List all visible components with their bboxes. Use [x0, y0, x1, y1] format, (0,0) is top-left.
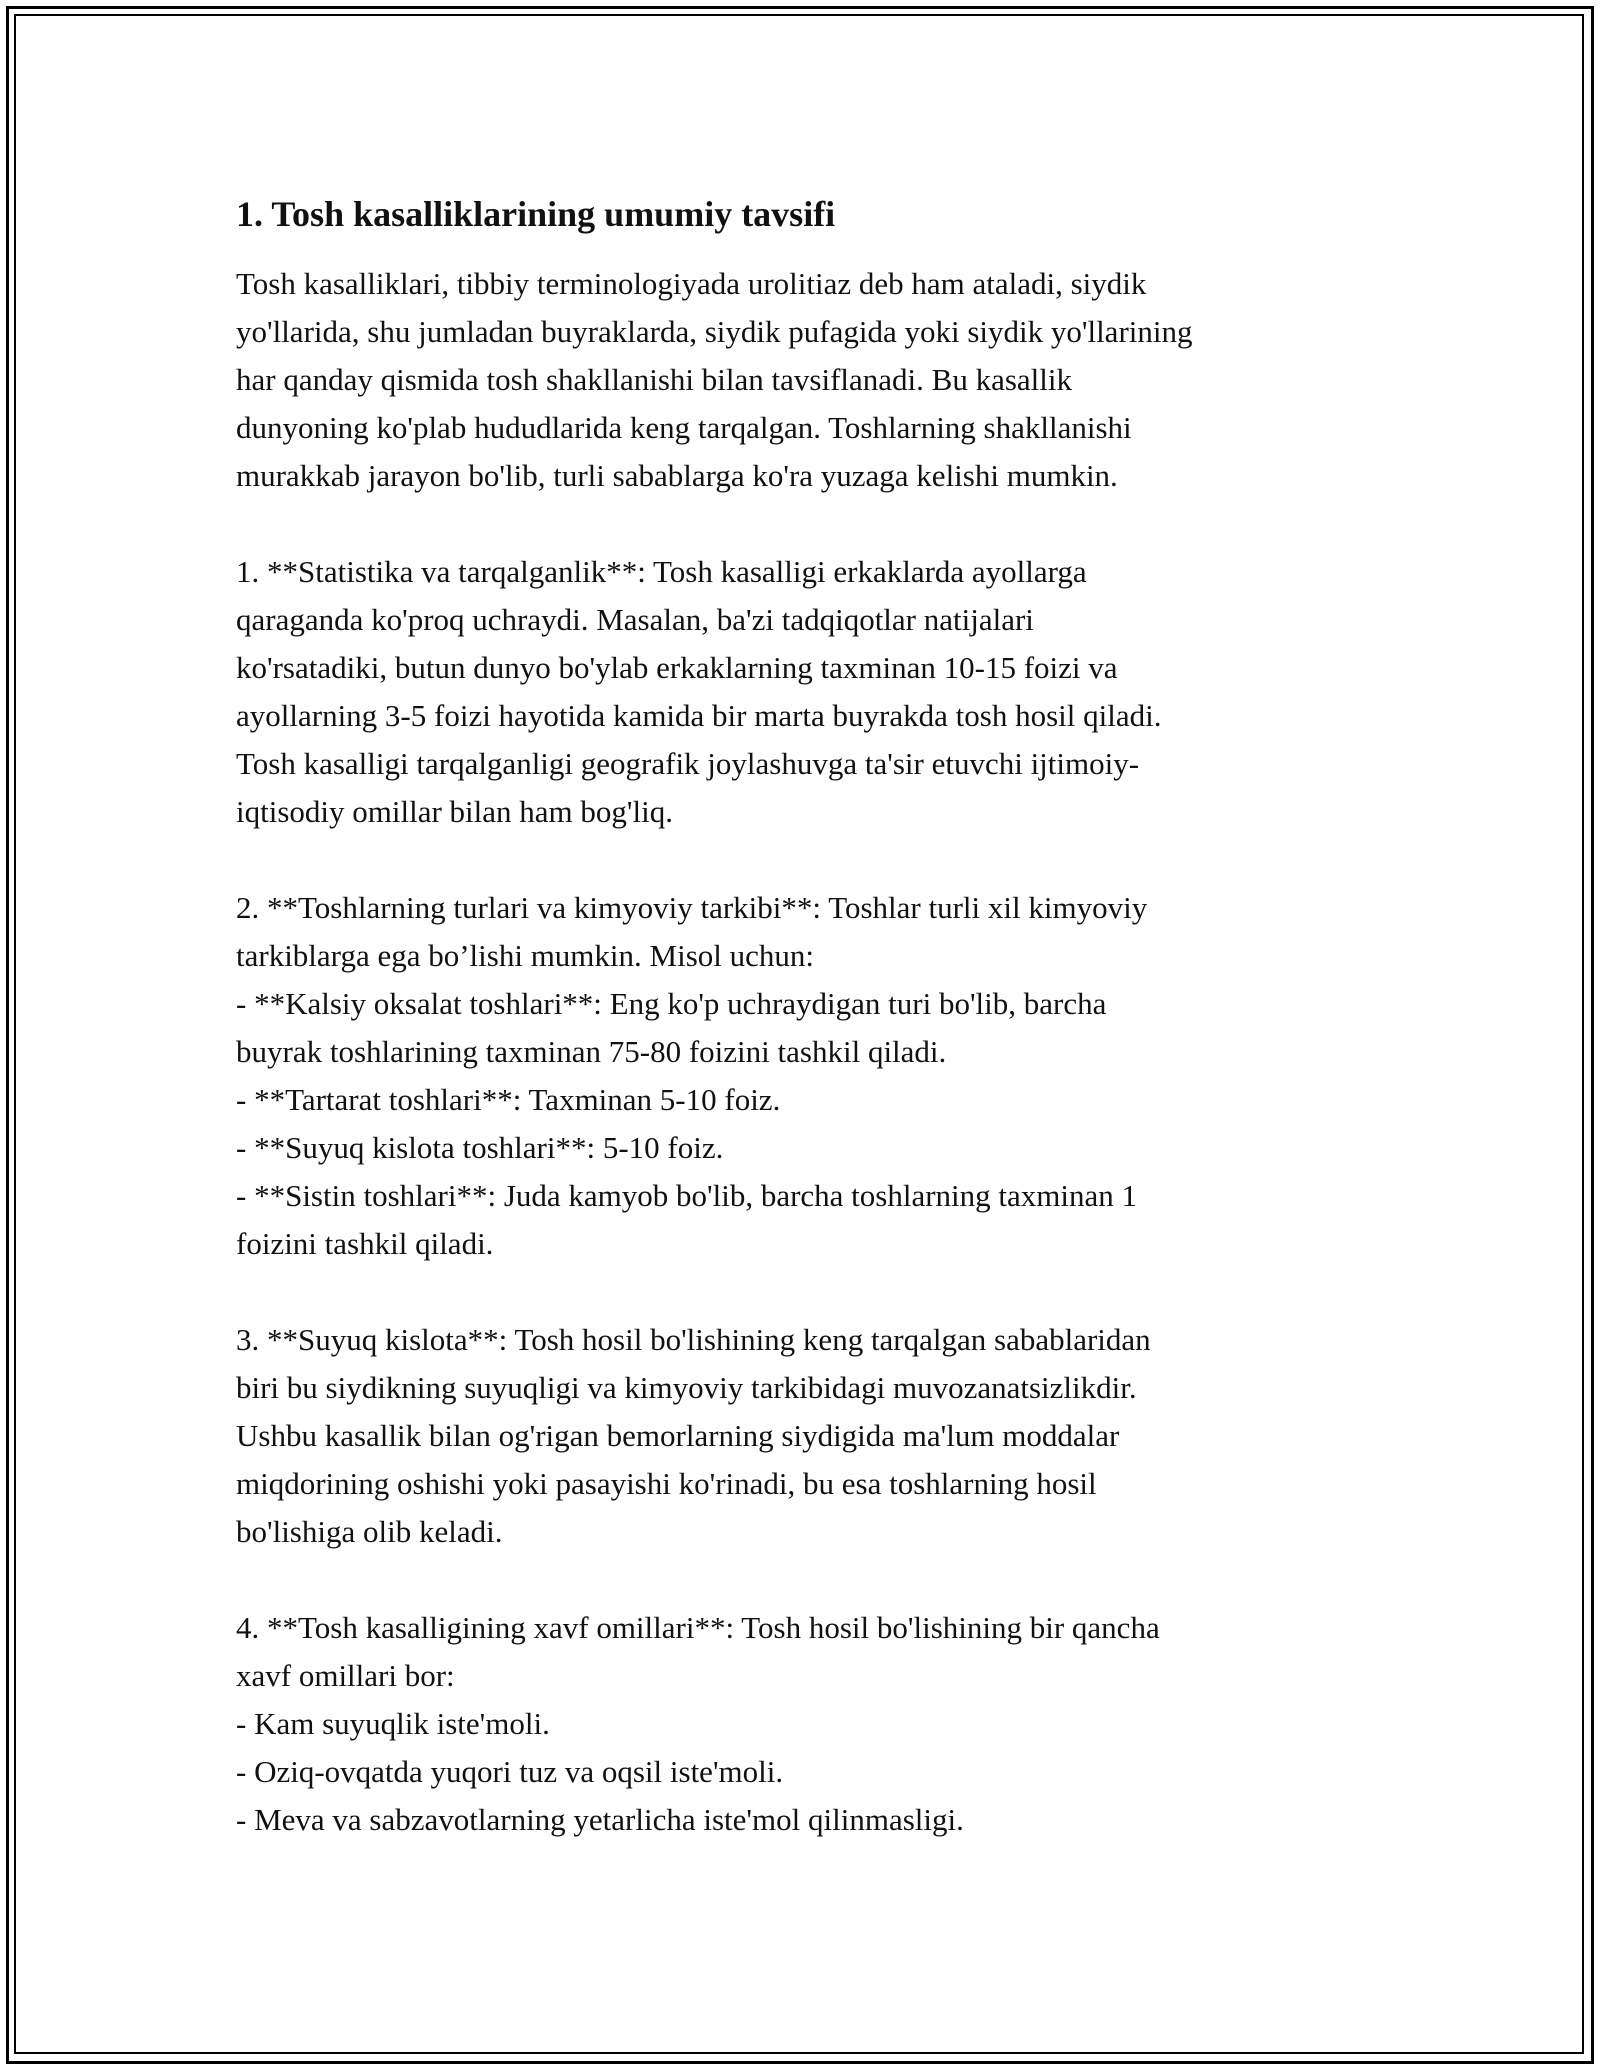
- intro-paragraph: Tosh kasalliklari, tibbiy terminologiyada urolitiaz deb ham ataladi, siydik yo'llarida, shu jumladan buyraklarda, siydik pufagida yoki siydik yo'llarining har qanday qismida tosh shakllanishi bilan tavsiflanadi. Bu kasallik dunyoning ko'plab hududlarida keng tarqalgan. Toshlarning shakllanishi murakkab jarayon bo'lib, turli sabablarga ko'ra yuzaga kelishi mumkin.: [236, 266, 1193, 493]
- paragraph-gap: [236, 1556, 1386, 1604]
- section-statistics: 1. **Statistika va tarqalganlik**: Tosh kasalligi erkaklarda ayollarga qaraganda ko'proq uchraydi. Masalan, ba'zi tadqiqotlar natijalari ko'rsatadiki, butun dunyo bo'ylab erkaklarning taxminan 10-15 foizi va ayollarning 3-5 foizi hayotida kamida bir marta buyrakda tosh hosil qiladi. Tosh kasalligi tarqalganligi geografik joylashuvga ta'sir etuvchi ijtimoiy- iqtisodiy omillar bilan ham bog'liq.: [236, 554, 1162, 829]
- document-heading: 1. Tosh kasalliklarining umumiy tavsifi: [236, 194, 836, 234]
- paragraph-gap: [236, 1268, 1386, 1316]
- section-risk-factors: 4. **Tosh kasalligining xavf omillari**: Tosh hosil bo'lishining bir qancha xavf omillari bor: - Kam suyuqlik iste'moli. - Oziq-ovqatda yuqori tuz va oqsil iste'moli. - Meva va sabzavotlarning yetarlicha iste'mol qilinmasligi.: [236, 1610, 1160, 1837]
- document-body: [236, 188, 1386, 1844]
- paragraph-gap: [236, 836, 1386, 884]
- paragraph-gap: [236, 500, 1386, 548]
- section-stone-types: 2. **Toshlarning turlari va kimyoviy tarkibi**: Toshlar turli xil kimyoviy tarkiblarga ega bo’lishi mumkin. Misol uchun: - **Kalsiy oksalat toshlari**: Eng ko'p uchraydigan turi bo'lib, barcha buyrak toshlarining taxminan 75-80 foizini tashkil qiladi. - **Tartarat toshlari**: Taxminan 5-10 foiz. - **Suyuq kislota toshlari**: 5-10 foiz. - **Sistin toshlari**: Juda kamyob bo'lib, barcha toshlarning taxminan 1 foizini tashkil qiladi.: [236, 890, 1148, 1261]
- section-acid: 3. **Suyuq kislota**: Tosh hosil bo'lishining keng tarqalgan sabablaridan biri bu siydikning suyuqligi va kimyoviy tarkibidagi muvozanatsizlikdir. Ushbu kasallik bilan og'rigan bemorlarning siydigida ma'lum moddalar miqdorining oshishi yoki pasayishi ko'rinadi, bu esa toshlarning hosil bo'lishiga olib keladi.: [236, 1322, 1151, 1549]
